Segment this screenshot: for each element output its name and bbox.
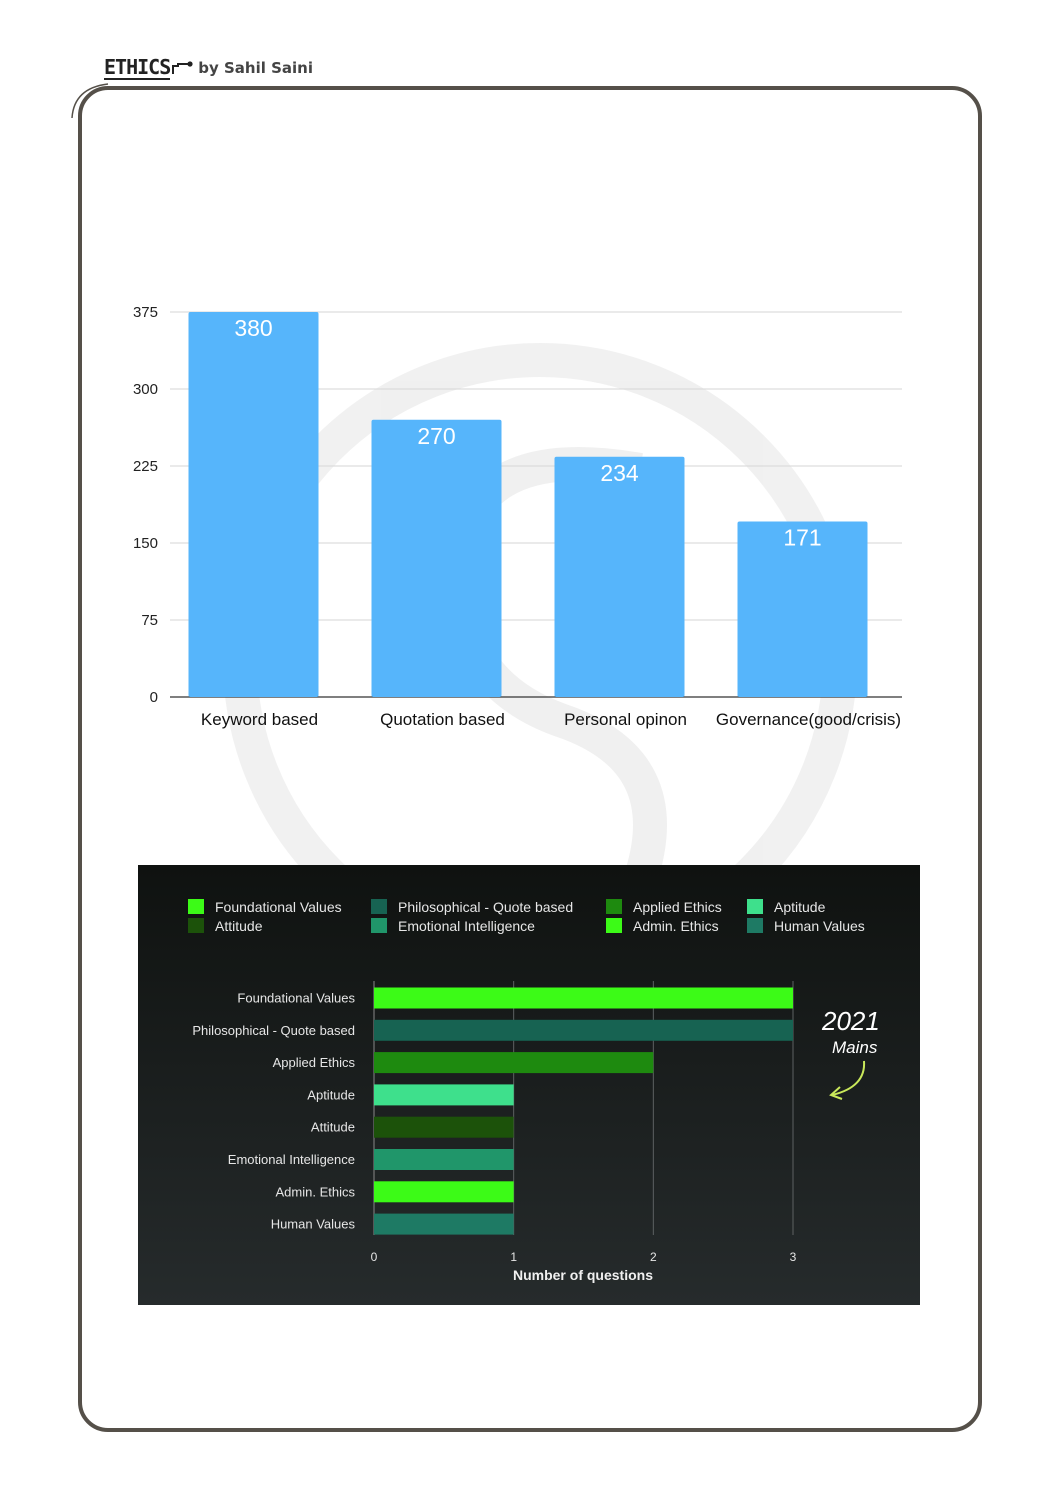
bar-value-label: 380 [234,315,273,341]
legend-label: Philosophical - Quote based [398,899,574,915]
bar [374,1117,514,1138]
handwritten-annotation [800,995,910,1115]
y-tick-label: Aptitude [307,1087,355,1103]
legend-label: Admin. Ethics [633,918,719,934]
legend-label: Foundational Values [215,899,342,915]
x-tick-label: 3 [789,1250,797,1264]
bar [374,1214,514,1235]
legend-swatch [747,899,763,914]
bar-value-label: 171 [783,524,822,551]
x-axis-title: Number of questions [512,1267,654,1283]
x-tick-label: Keyword based [200,710,319,729]
legend-swatch [188,918,204,933]
y-tick-label: 225 [132,458,158,475]
bar [374,1181,514,1202]
y-tick-label: 300 [132,381,158,398]
y-tick-label: 150 [132,535,158,552]
bar [374,988,793,1009]
brand-title: ETHICS [104,55,171,79]
legend-label: Emotional Intelligence [398,918,535,934]
y-tick-label: 375 [132,304,158,321]
bar-value-label: 234 [600,459,639,486]
legend-label: Attitude [215,918,263,934]
bar [189,312,319,697]
annotation-year: 2021 [822,1006,880,1036]
y-tick-label: Philosophical - Quote based [192,1022,355,1038]
bar [374,1084,514,1105]
x-tick-label: 2 [649,1250,657,1264]
bar [555,457,685,697]
legend-swatch [371,899,387,914]
x-tick-label: Governance(good/crisis) [715,710,902,729]
annotation-label: Mains [832,1038,878,1057]
legend-swatch [747,918,763,933]
legend-swatch [606,899,622,914]
x-tick-label: Quotation based [380,710,505,729]
legend-swatch [188,899,204,914]
legend-swatch [371,918,387,933]
legend-label: Aptitude [774,899,826,915]
y-tick-label: Attitude [310,1119,355,1135]
legend-label: Human Values [774,918,865,934]
legend-label: Applied Ethics [633,899,722,915]
bar [374,1052,653,1073]
y-tick-label: Admin. Ethics [275,1184,355,1200]
x-tick-label: 0 [370,1250,378,1264]
y-tick-label: Emotional Intelligence [227,1152,355,1167]
bar [372,420,502,697]
y-tick-label: Foundational Values [237,990,355,1006]
x-tick-label: 1 [510,1250,518,1264]
bar-value-label: 270 [417,422,456,449]
bar [374,1149,514,1170]
legend-swatch [606,918,622,933]
y-tick-label: 0 [149,689,158,706]
author-name: by Sahil Saini [198,59,313,77]
y-tick-label: Applied Ethics [272,1055,355,1071]
y-tick-label: 75 [141,612,158,629]
y-tick-label: Human Values [270,1216,355,1232]
bar [374,1020,793,1041]
x-tick-label: Personal opinon [564,710,687,729]
